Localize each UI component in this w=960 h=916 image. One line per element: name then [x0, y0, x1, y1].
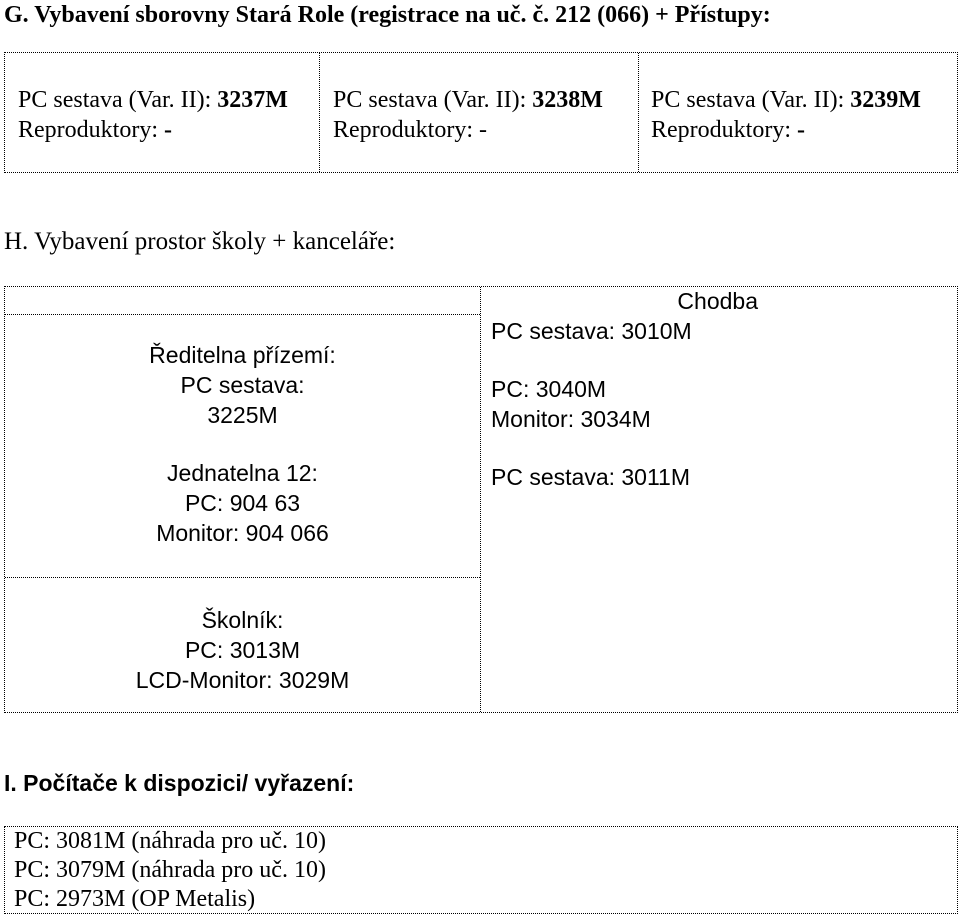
speakers-value: -	[796, 117, 805, 143]
chodba-title: Chodba	[677, 288, 758, 314]
row-divider	[5, 314, 480, 315]
chodba-pc-code: 3010M	[621, 318, 692, 344]
jednatelna-pc-label: PC:	[184, 490, 230, 516]
reditelna-pc-code: 3225M	[207, 402, 278, 428]
jednatelna-title: Jednatelna 12:	[167, 460, 318, 486]
section-i-table	[4, 826, 958, 914]
pc-code: 3238M	[532, 87, 603, 113]
reditelna-cell	[5, 340, 480, 548]
chodba-pc-label: PC sestava:	[491, 318, 622, 344]
chodba-pc-label: PC:	[491, 376, 536, 402]
reditelna-pc-label: PC sestava:	[180, 372, 305, 398]
speakers-value: -	[163, 117, 172, 143]
pc-code: 3239M	[850, 87, 921, 113]
section-h-table	[4, 286, 958, 713]
pc-label: PC sestava (Var. II):	[333, 87, 533, 113]
chodba-pc-label: PC sestava:	[491, 464, 622, 490]
pc-label: PC sestava (Var. II):	[651, 87, 851, 113]
skolnik-cell	[5, 605, 480, 695]
skolnik-monitor-code: 3029M	[278, 667, 350, 693]
reditelna-title: Ředitelna přízemí:	[149, 342, 336, 368]
section-g-table	[4, 52, 958, 173]
skolnik-pc-label: PC:	[184, 637, 230, 663]
chodba-monitor-label: Monitor:	[491, 406, 581, 432]
column-divider	[480, 287, 481, 712]
speakers-label: Reproduktory:	[333, 117, 479, 143]
column-divider	[638, 53, 639, 172]
section-h-heading	[4, 228, 395, 256]
chodba-pc-code: 3040M	[535, 376, 607, 402]
skolnik-pc-code: 3013M	[229, 637, 301, 663]
jednatelna-monitor-label: Monitor:	[156, 520, 246, 546]
row-divider	[5, 577, 480, 578]
speakers-label: Reproduktory:	[18, 117, 164, 143]
chodba-pc-code: 3011M	[621, 464, 691, 490]
list-item: PC: 3081M (náhrada pro uč. 10)	[14, 828, 326, 854]
skolnik-monitor-label: LCD-Monitor:	[135, 667, 279, 693]
chodba-monitor-code: 3034M	[580, 406, 651, 432]
speakers-label: Reproduktory:	[651, 117, 797, 143]
list-item: PC: 3079M (náhrada pro uč. 10)	[14, 857, 326, 883]
section-g-heading: G. Vybavení sborovny Stará Role (registrace na uč. č. 212 (066) + Přístupy:	[4, 2, 771, 28]
jednatelna-pc-code: 904 63	[229, 490, 301, 516]
column-divider	[319, 53, 320, 172]
pc-label: PC sestava (Var. II):	[18, 87, 218, 113]
chodba-cell	[491, 287, 958, 492]
skolnik-title: Školník:	[201, 607, 284, 633]
list-item: PC: 2973M (OP Metalis)	[14, 886, 256, 912]
section-i-heading: I. Počítače k dispozici/ vyřazení:	[4, 770, 355, 796]
speakers-value: -	[478, 117, 487, 143]
jednatelna-monitor-code: 904 066	[245, 520, 329, 546]
section-h-heading-text: H. Vybavení prostor školy + kanceláře:	[4, 228, 396, 255]
pc-code: 3237M	[217, 87, 288, 113]
